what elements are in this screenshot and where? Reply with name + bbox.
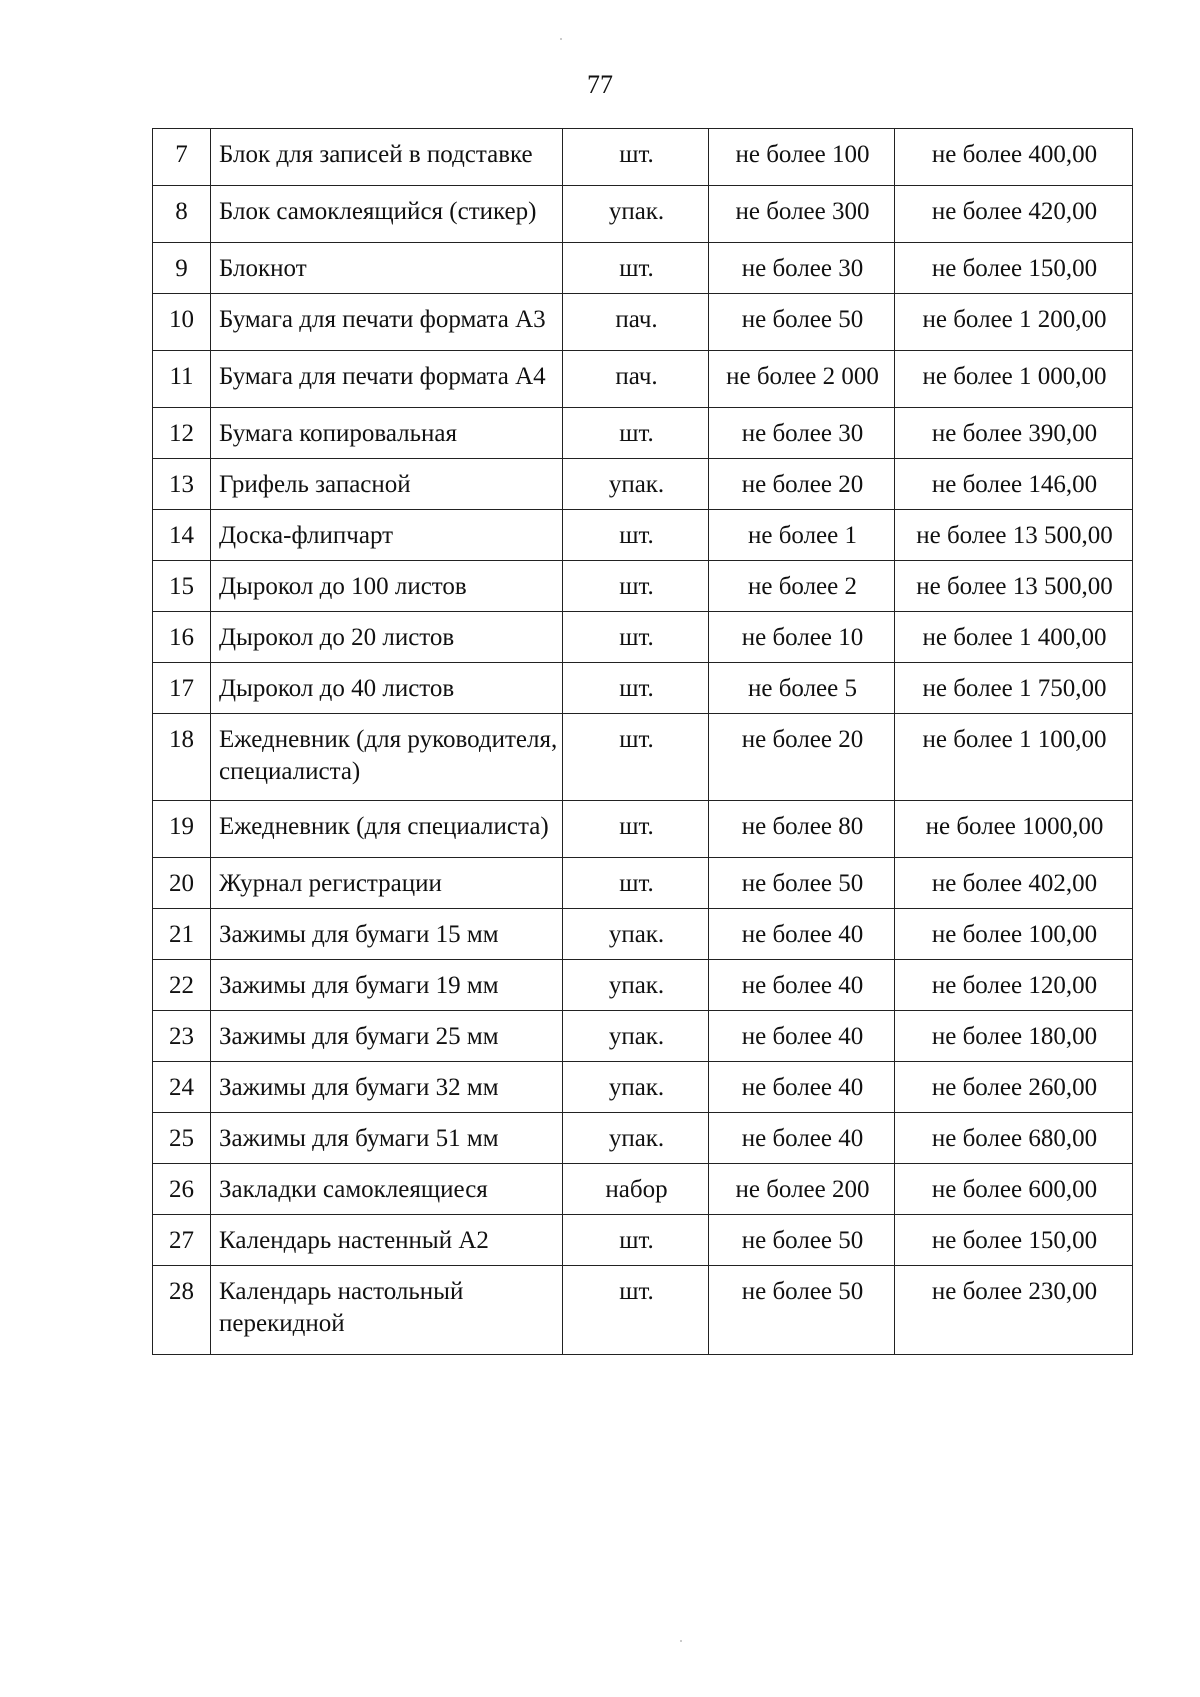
quantity-cell: не более 40 — [709, 909, 895, 960]
quantity-cell: не более 20 — [709, 459, 895, 510]
table-row — [153, 459, 1133, 510]
table-row — [153, 714, 1133, 801]
scan-speck — [680, 1640, 682, 1642]
table-row — [153, 1164, 1133, 1215]
supplies-table-body — [153, 129, 1133, 1355]
item-name-cell: Закладки самоклеящиеся — [211, 1164, 563, 1215]
scan-speck — [560, 38, 562, 40]
row-number-cell: 13 — [153, 459, 211, 510]
row-number-cell: 8 — [153, 186, 211, 243]
table-row — [153, 1062, 1133, 1113]
item-name-cell: Блок для записей в подставке — [211, 129, 563, 186]
table-row — [153, 909, 1133, 960]
price-cell: не более 390,00 — [895, 408, 1133, 459]
table-row — [153, 663, 1133, 714]
unit-cell: упак. — [563, 459, 709, 510]
quantity-cell: не более 40 — [709, 1113, 895, 1164]
unit-cell: шт. — [563, 612, 709, 663]
quantity-cell: не более 40 — [709, 1062, 895, 1113]
item-name-cell: Блок самоклеящийся (стикер) — [211, 186, 563, 243]
unit-cell: пач. — [563, 351, 709, 408]
unit-cell: упак. — [563, 1011, 709, 1062]
price-cell: не более 13 500,00 — [895, 561, 1133, 612]
page-number: 77 — [587, 70, 613, 99]
price-cell: не более 120,00 — [895, 960, 1133, 1011]
item-name-cell: Календарь настенный А2 — [211, 1215, 563, 1266]
item-name-cell: Зажимы для бумаги 51 мм — [211, 1113, 563, 1164]
quantity-cell: не более 30 — [709, 408, 895, 459]
row-number-cell: 16 — [153, 612, 211, 663]
item-name-cell: Дырокол до 20 листов — [211, 612, 563, 663]
quantity-cell: не более 10 — [709, 612, 895, 663]
row-number-cell: 17 — [153, 663, 211, 714]
row-number-cell: 27 — [153, 1215, 211, 1266]
table-row — [153, 1113, 1133, 1164]
table-row — [153, 408, 1133, 459]
quantity-cell: не более 40 — [709, 1011, 895, 1062]
quantity-cell: не более 50 — [709, 1266, 895, 1355]
quantity-cell: не более 100 — [709, 129, 895, 186]
row-number-cell: 11 — [153, 351, 211, 408]
unit-cell: упак. — [563, 909, 709, 960]
price-cell: не более 1 000,00 — [895, 351, 1133, 408]
row-number-cell: 24 — [153, 1062, 211, 1113]
item-name-cell: Журнал регистрации — [211, 858, 563, 909]
row-number-cell: 12 — [153, 408, 211, 459]
item-name-cell: Зажимы для бумаги 32 мм — [211, 1062, 563, 1113]
row-number-cell: 19 — [153, 801, 211, 858]
table-row — [153, 294, 1133, 351]
row-number-cell: 9 — [153, 243, 211, 294]
item-name-cell: Календарь настольный перекидной — [211, 1266, 563, 1355]
unit-cell: шт. — [563, 1266, 709, 1355]
item-name-cell: Дырокол до 40 листов — [211, 663, 563, 714]
supplies-table — [152, 128, 1133, 1355]
price-cell: не более 146,00 — [895, 459, 1133, 510]
price-cell: не более 600,00 — [895, 1164, 1133, 1215]
unit-cell: шт. — [563, 243, 709, 294]
item-name-cell: Зажимы для бумаги 15 мм — [211, 909, 563, 960]
item-name-cell: Ежедневник (для руководителя, специалиста) — [211, 714, 563, 801]
unit-cell: шт. — [563, 510, 709, 561]
item-name-cell: Бумага для печати формата А3 — [211, 294, 563, 351]
table-row — [153, 129, 1133, 186]
price-cell: не более 150,00 — [895, 243, 1133, 294]
row-number-cell: 14 — [153, 510, 211, 561]
table-row — [153, 1266, 1133, 1355]
row-number-cell: 15 — [153, 561, 211, 612]
row-number-cell: 25 — [153, 1113, 211, 1164]
quantity-cell: не более 40 — [709, 960, 895, 1011]
unit-cell: упак. — [563, 1062, 709, 1113]
table-row — [153, 186, 1133, 243]
quantity-cell: не более 2 — [709, 561, 895, 612]
table-row — [153, 351, 1133, 408]
item-name-cell: Бумага копировальная — [211, 408, 563, 459]
table-row — [153, 858, 1133, 909]
item-name-cell: Ежедневник (для специалиста) — [211, 801, 563, 858]
unit-cell: шт. — [563, 663, 709, 714]
quantity-cell: не более 50 — [709, 858, 895, 909]
table-row — [153, 510, 1133, 561]
table-row — [153, 801, 1133, 858]
quantity-cell: не более 30 — [709, 243, 895, 294]
item-name-cell: Грифель запасной — [211, 459, 563, 510]
table-row — [153, 612, 1133, 663]
unit-cell: шт. — [563, 714, 709, 801]
row-number-cell: 22 — [153, 960, 211, 1011]
price-cell: не более 100,00 — [895, 909, 1133, 960]
row-number-cell: 28 — [153, 1266, 211, 1355]
quantity-cell: не более 200 — [709, 1164, 895, 1215]
unit-cell: набор — [563, 1164, 709, 1215]
price-cell: не более 1 400,00 — [895, 612, 1133, 663]
unit-cell: шт. — [563, 408, 709, 459]
table-row — [153, 1011, 1133, 1062]
table-row — [153, 243, 1133, 294]
price-cell: не более 420,00 — [895, 186, 1133, 243]
unit-cell: шт. — [563, 1215, 709, 1266]
table-row — [153, 561, 1133, 612]
unit-cell: упак. — [563, 186, 709, 243]
item-name-cell: Блокнот — [211, 243, 563, 294]
table-row — [153, 960, 1133, 1011]
price-cell: не более 1 750,00 — [895, 663, 1133, 714]
row-number-cell: 18 — [153, 714, 211, 801]
price-cell: не более 260,00 — [895, 1062, 1133, 1113]
row-number-cell: 20 — [153, 858, 211, 909]
price-cell: не более 180,00 — [895, 1011, 1133, 1062]
price-cell: не более 400,00 — [895, 129, 1133, 186]
quantity-cell: не более 80 — [709, 801, 895, 858]
row-number-cell: 21 — [153, 909, 211, 960]
price-cell: не более 402,00 — [895, 858, 1133, 909]
item-name-cell: Бумага для печати формата А4 — [211, 351, 563, 408]
price-cell: не более 1 200,00 — [895, 294, 1133, 351]
price-cell: не более 150,00 — [895, 1215, 1133, 1266]
unit-cell: шт. — [563, 801, 709, 858]
row-number-cell: 23 — [153, 1011, 211, 1062]
item-name-cell: Дырокол до 100 листов — [211, 561, 563, 612]
row-number-cell: 7 — [153, 129, 211, 186]
unit-cell: упак. — [563, 1113, 709, 1164]
quantity-cell: не более 1 — [709, 510, 895, 561]
quantity-cell: не более 300 — [709, 186, 895, 243]
quantity-cell: не более 20 — [709, 714, 895, 801]
item-name-cell: Доска-флипчарт — [211, 510, 563, 561]
quantity-cell: не более 50 — [709, 294, 895, 351]
price-cell: не более 680,00 — [895, 1113, 1133, 1164]
price-cell: не более 230,00 — [895, 1266, 1133, 1355]
quantity-cell: не более 5 — [709, 663, 895, 714]
unit-cell: шт. — [563, 561, 709, 612]
item-name-cell: Зажимы для бумаги 19 мм — [211, 960, 563, 1011]
unit-cell: упак. — [563, 960, 709, 1011]
table-row — [153, 1215, 1133, 1266]
price-cell: не более 1 100,00 — [895, 714, 1133, 801]
supplies-table-container — [152, 128, 1132, 1355]
row-number-cell: 26 — [153, 1164, 211, 1215]
unit-cell: шт. — [563, 129, 709, 186]
quantity-cell: не более 2 000 — [709, 351, 895, 408]
quantity-cell: не более 50 — [709, 1215, 895, 1266]
unit-cell: пач. — [563, 294, 709, 351]
row-number-cell: 10 — [153, 294, 211, 351]
price-cell: не более 13 500,00 — [895, 510, 1133, 561]
unit-cell: шт. — [563, 858, 709, 909]
item-name-cell: Зажимы для бумаги 25 мм — [211, 1011, 563, 1062]
price-cell: не более 1000,00 — [895, 801, 1133, 858]
